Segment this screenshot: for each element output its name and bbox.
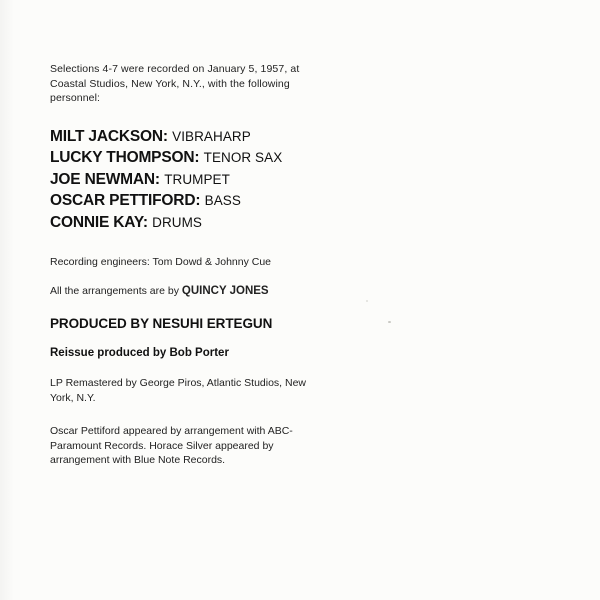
personnel-role: TRUMPET: [164, 171, 230, 187]
reissue-producer-credit: Reissue produced by Bob Porter: [50, 347, 229, 359]
personnel-name: JOE NEWMAN:: [50, 170, 160, 188]
scan-speck: [388, 321, 391, 323]
remastering-credit: LP Remastered by George Piros, Atlantic Studios, New York, N.Y.: [50, 377, 307, 404]
personnel-row: [50, 148, 380, 169]
arrangements-prefix: All the arrangements are by: [50, 284, 182, 297]
personnel-row: [50, 213, 380, 234]
liner-notes-content: [50, 62, 380, 468]
personnel-row: [50, 191, 380, 212]
personnel-role: BASS: [204, 193, 241, 208]
produced-by-credit: PRODUCED BY NESUHI ERTEGUN: [50, 316, 273, 331]
recording-session-intro: Selections 4-7 were recorded on January 5, 1957, at Coastal Studios, New York, N.Y., with the following personnel:: [50, 63, 300, 104]
personnel-name: OSCAR PETTIFORD:: [50, 192, 201, 209]
courtesy-credit: Oscar Pettiford appeared by arrangement with ABC-Paramount Records. Horace Silver appeared by arrangement with Blue Note Records.: [50, 425, 293, 466]
personnel-role: VIBRAHARP: [172, 128, 251, 144]
personnel-name: LUCKY THOMPSON:: [50, 149, 200, 166]
page-edge-shading: [0, 0, 14, 600]
personnel-name: CONNIE KAY:: [50, 213, 148, 231]
personnel-row: [50, 170, 380, 191]
recording-engineers-credit: Recording engineers: Tom Dowd & Johnny Cue: [50, 256, 272, 268]
personnel-role: TENOR SAX: [203, 150, 283, 165]
personnel-name: MILT JACKSON:: [50, 127, 168, 145]
personnel-row: [50, 127, 380, 148]
personnel-list: [50, 127, 380, 234]
arrangements-credit: [50, 284, 380, 299]
personnel-role: DRUMS: [152, 214, 203, 230]
arranger-name: QUINCY JONES: [181, 284, 269, 297]
